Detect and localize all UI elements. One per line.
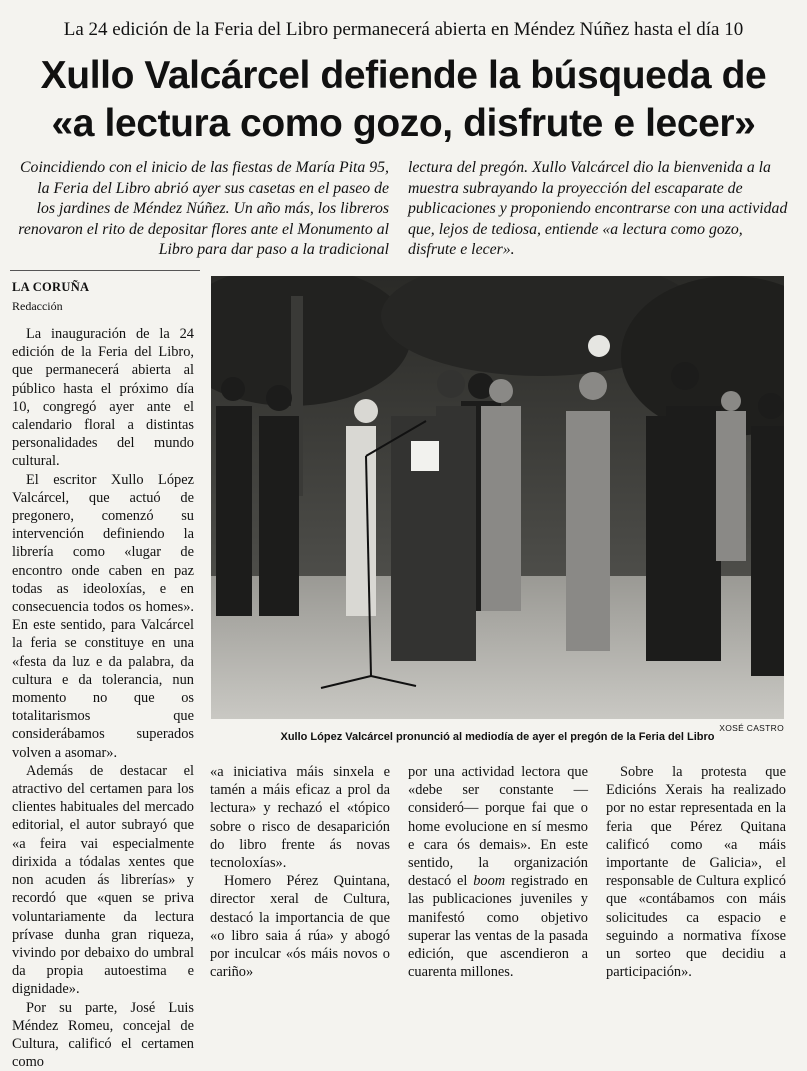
body-paragraph: El escritor Xullo López Valcárcel, que actuó de pregonero, comenzó su intervención definiendo la librería como «lugar de encontro onde caben en paz todas as ideoloxías, e en consecuencia todos os homes». En este sentido, para Valcárcel la feria se constituye en una «festa da luz e da palabra, da cultura e da tolerancia, nun momento no que os totalitarismos que considerábamos superados volven a asomar». <box>12 471 194 761</box>
body-text: por una actividad lectora que «debe ser constante —consideró— porque fai que o home evolucione en sí mesmo e cara ós demais». En este sentido, la organización destacó el <box>408 764 588 890</box>
body-paragraph: Homero Pérez Quintana, director xeral de Cultura, destacó la importancia de que «o libro saia á rúa» y abogó por inculcar «ós máis novos o cariño» <box>210 873 390 981</box>
news-photo <box>211 276 784 719</box>
dateline-rule <box>10 270 200 271</box>
photo-crowd-illustration <box>211 276 784 719</box>
body-paragraph: Sobre la protesta que Edicións Xerais ha realizado por no estar representada en la feria que Pérez Quitana calificó como «a máis importante de Galicia», el responsable de Cultura explicó que «contábamos con máis solicitudes ca espacio e seguindo a normativa fíxose un sorteo que decidiu a participación». <box>606 764 786 981</box>
body-paragraph: «a iniciativa máis sinxela e tamén a máis eficaz a prol da lectura» y rechazó el «tópico sobre o risco de desaparición do libro frente ás novas tecnoloxías». <box>210 764 390 872</box>
dateline: LA CORUÑA <box>12 280 90 294</box>
photo-caption: Xullo López Valcárcel pronunció al mediodía de ayer el pregón de la Feria del Libro <box>280 731 715 743</box>
lead-right: lectura del pregón. Xullo Valcárcel dio la bienvenida a la muestra subrayando la proyección del escaparate de publicaciones y proponiendo encontrarse con una actividad que, lejos de tediosa, entiende «a lectura como gozo, disfrute e lecer». <box>408 159 788 259</box>
headline-line-1: Xullo Valcárcel defiende la búsqueda de <box>40 54 767 97</box>
body-paragraph: Por su parte, José Luis Méndez Romeu, concejal de Cultura, calificó el certamen como <box>12 999 194 1071</box>
body-column-1 <box>12 325 194 1071</box>
kicker: La 24 edición de la Feria del Libro permanecerá abierta en Méndez Núñez hasta el día 10 <box>63 19 744 40</box>
body-column-3 <box>408 763 588 981</box>
body-text: registrado en las publicaciones juveniles y manifestó como objetivo superar las ventas de la pasada edición, que ascendieron a cuarenta millones. <box>408 873 588 981</box>
lead-left: Coincidiendo con el inicio de las fiestas de María Pita 95, la Feria del Libro abrió ayer sus casetas en el paseo de los jardines de Méndez Núñez. Un año más, los libreros renovaron el rito de depositar flores ante el Monumento al Libro para dar paso a la tradicional <box>18 159 389 259</box>
body-column-2 <box>210 763 390 981</box>
byline: Redacción <box>12 299 63 313</box>
headline-line-2: «a lectura como gozo, disfrute e lecer» <box>51 102 756 145</box>
headline <box>0 52 807 148</box>
emphasis-boom: boom <box>473 873 506 890</box>
body-paragraph: Además de destacar el atractivo del certamen para los clientes habituales del mercado editorial, el autor subrayó que «a feira vai especialmente dirixida a tódalas xentes que non acuden ás librerías» y recordó que «quen se priva voluntariamente da lectura prívase dunha gran riqueza, vivindo por debaixo do umbral da propia autoestima e dignidade». <box>12 762 194 998</box>
photo-credit: XOSÉ CASTRO <box>719 723 784 733</box>
body-paragraph <box>408 763 588 981</box>
body-paragraph: La inauguración de la 24 edición de la Feria del Libro, que permanecerá abierta al público hasta el próximo día 10, congregó ayer ante el calendario floral a distintas personalidades del mundo cultural. <box>12 326 194 470</box>
body-column-4 <box>606 763 786 981</box>
